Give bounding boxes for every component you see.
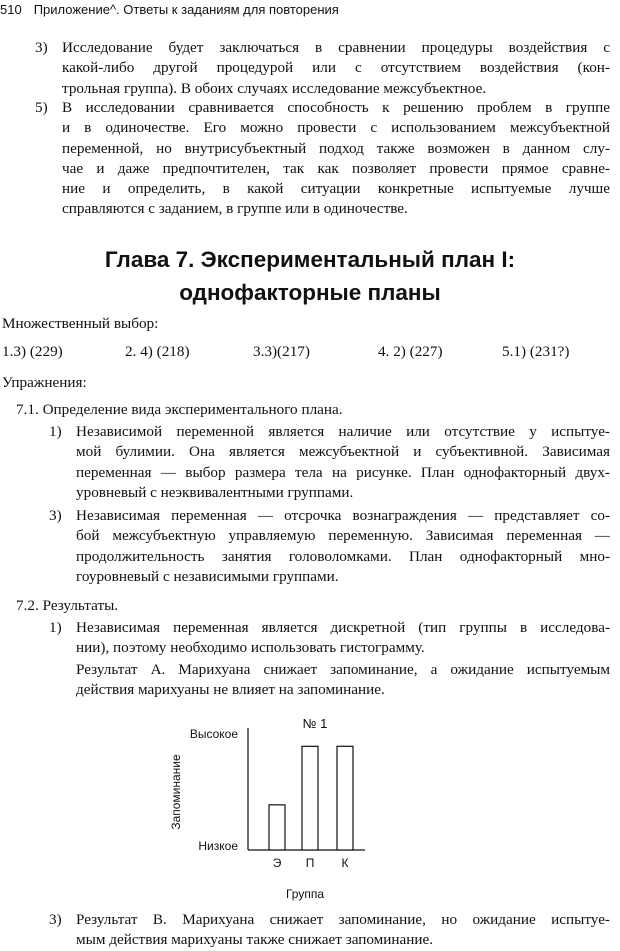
running-title: Приложение^. Ответы к заданиям для повторения (33, 2, 339, 17)
text-line: нии), поэтому необходимо использовать гистограмму. (76, 639, 425, 657)
bar-2 (302, 746, 318, 850)
mc-answer: 3.3)(217) (253, 343, 310, 360)
text-line: ние и определить, в какой ситуации конкретные испытуемые лучше (62, 180, 610, 198)
answer-5 (35, 98, 610, 220)
text-line: Независимая переменная — отсрочка вознаграждения — представляет со- (76, 507, 610, 524)
item-number: 3) (49, 911, 62, 928)
x-tick-label: Э (272, 856, 282, 870)
answer-number: 3) (35, 39, 48, 56)
text-line: действия марихуаны не влияет на запоминание. (76, 681, 385, 699)
bar-3 (337, 746, 353, 850)
text-line: мой булимии. Она является межсубъектной и субъективной. Зависимая (76, 443, 610, 461)
x-tick-label: К (341, 856, 349, 870)
text-line: справляются с заданием, в группе или в одиночестве. (62, 200, 408, 218)
text-line: Исследование будет заключаться в сравнении процедуры воздействия с (62, 39, 610, 56)
mc-answer: 1.3) (229) (2, 343, 63, 360)
text-line: уровневый с неэквивалентными группами. (76, 483, 354, 501)
mc-answer: 2. 4) (218) (125, 343, 190, 360)
mc-answer: 5.1) (231?) (502, 343, 570, 360)
text-line: Результат А. Марихуана снижает запоминание, а ожидание испытуемым (76, 661, 610, 678)
text-line: Независимой переменной является наличие или отсутствие у испытуе- (76, 423, 610, 440)
text-line: В исследовании сравнивается способность к решению проблем в группе (62, 99, 610, 116)
exercise-7-2-title: 7.2. Результаты. (16, 597, 119, 614)
chart-title: № 1 (302, 716, 328, 731)
text-line: мым действия марихуаны также снижает запоминание. (76, 931, 434, 949)
page-number: 510 (0, 2, 22, 17)
text-line: переменной, но внутрисубъектный подход также возможен в данном слу- (62, 139, 610, 157)
answer-number: 5) (35, 99, 48, 116)
exercise-7-1-item-1 (49, 422, 610, 503)
exercises-label: Упражнения: (2, 374, 87, 391)
y-tick-high: Высокое (189, 727, 238, 741)
text-line: бой межсубъектную управляемую переменную. Зависимая переменная — (76, 527, 610, 545)
bar-chart (160, 710, 380, 910)
result-b (49, 910, 610, 951)
text-line: чае и даже предпочтителен, так как позволяет провести прямое сравне- (62, 159, 610, 177)
y-axis-label: Запоминание (169, 754, 183, 830)
y-tick-low: Низкое (198, 839, 238, 853)
chapter-title-line2: однофакторные планы (179, 280, 441, 305)
text-line: гоуровневый с независимыми группами. (76, 567, 339, 585)
exercise-7-1-title: 7.1. Определение вида экспериментального плана. (16, 401, 343, 418)
text-line: какой-либо другой процедурой или с отсутствием воздействия (кон- (62, 59, 610, 77)
text-line: переменная — выбор размера тела на рисунке. План однофакторный двух- (76, 463, 610, 481)
exercise-7-1-item-3 (49, 506, 610, 587)
x-axis-label: Группа (285, 887, 325, 901)
item-number: 1) (49, 423, 62, 440)
item-number: 1) (49, 619, 62, 636)
bar-1 (269, 805, 285, 850)
text-line: Независимая переменная является дискретной (тип группы в исследова- (76, 619, 610, 636)
result-a (76, 660, 610, 701)
text-line: Результат В. Марихуана снижает запоминание, но ожидание испытуе- (76, 911, 610, 928)
text-line: продолжительность занятия головоломками. План однофакторный мно- (76, 547, 610, 565)
text-line: и в одиночестве. Его можно провести с использованием межсубъектной (62, 119, 610, 137)
x-tick-label: П (305, 856, 315, 870)
running-header (0, 2, 339, 17)
chapter-title-line1: Глава 7. Экспериментальный план I: (104, 247, 516, 272)
answer-3 (35, 38, 610, 99)
mc-answer: 4. 2) (227) (378, 343, 443, 360)
exercise-7-2-item-1 (49, 618, 610, 659)
text-line: трольная группа). В обоих случаях исследование межсубъектное. (62, 79, 487, 97)
multiple-choice-label: Множественный выбор: (2, 315, 159, 332)
item-number: 3) (49, 507, 62, 524)
